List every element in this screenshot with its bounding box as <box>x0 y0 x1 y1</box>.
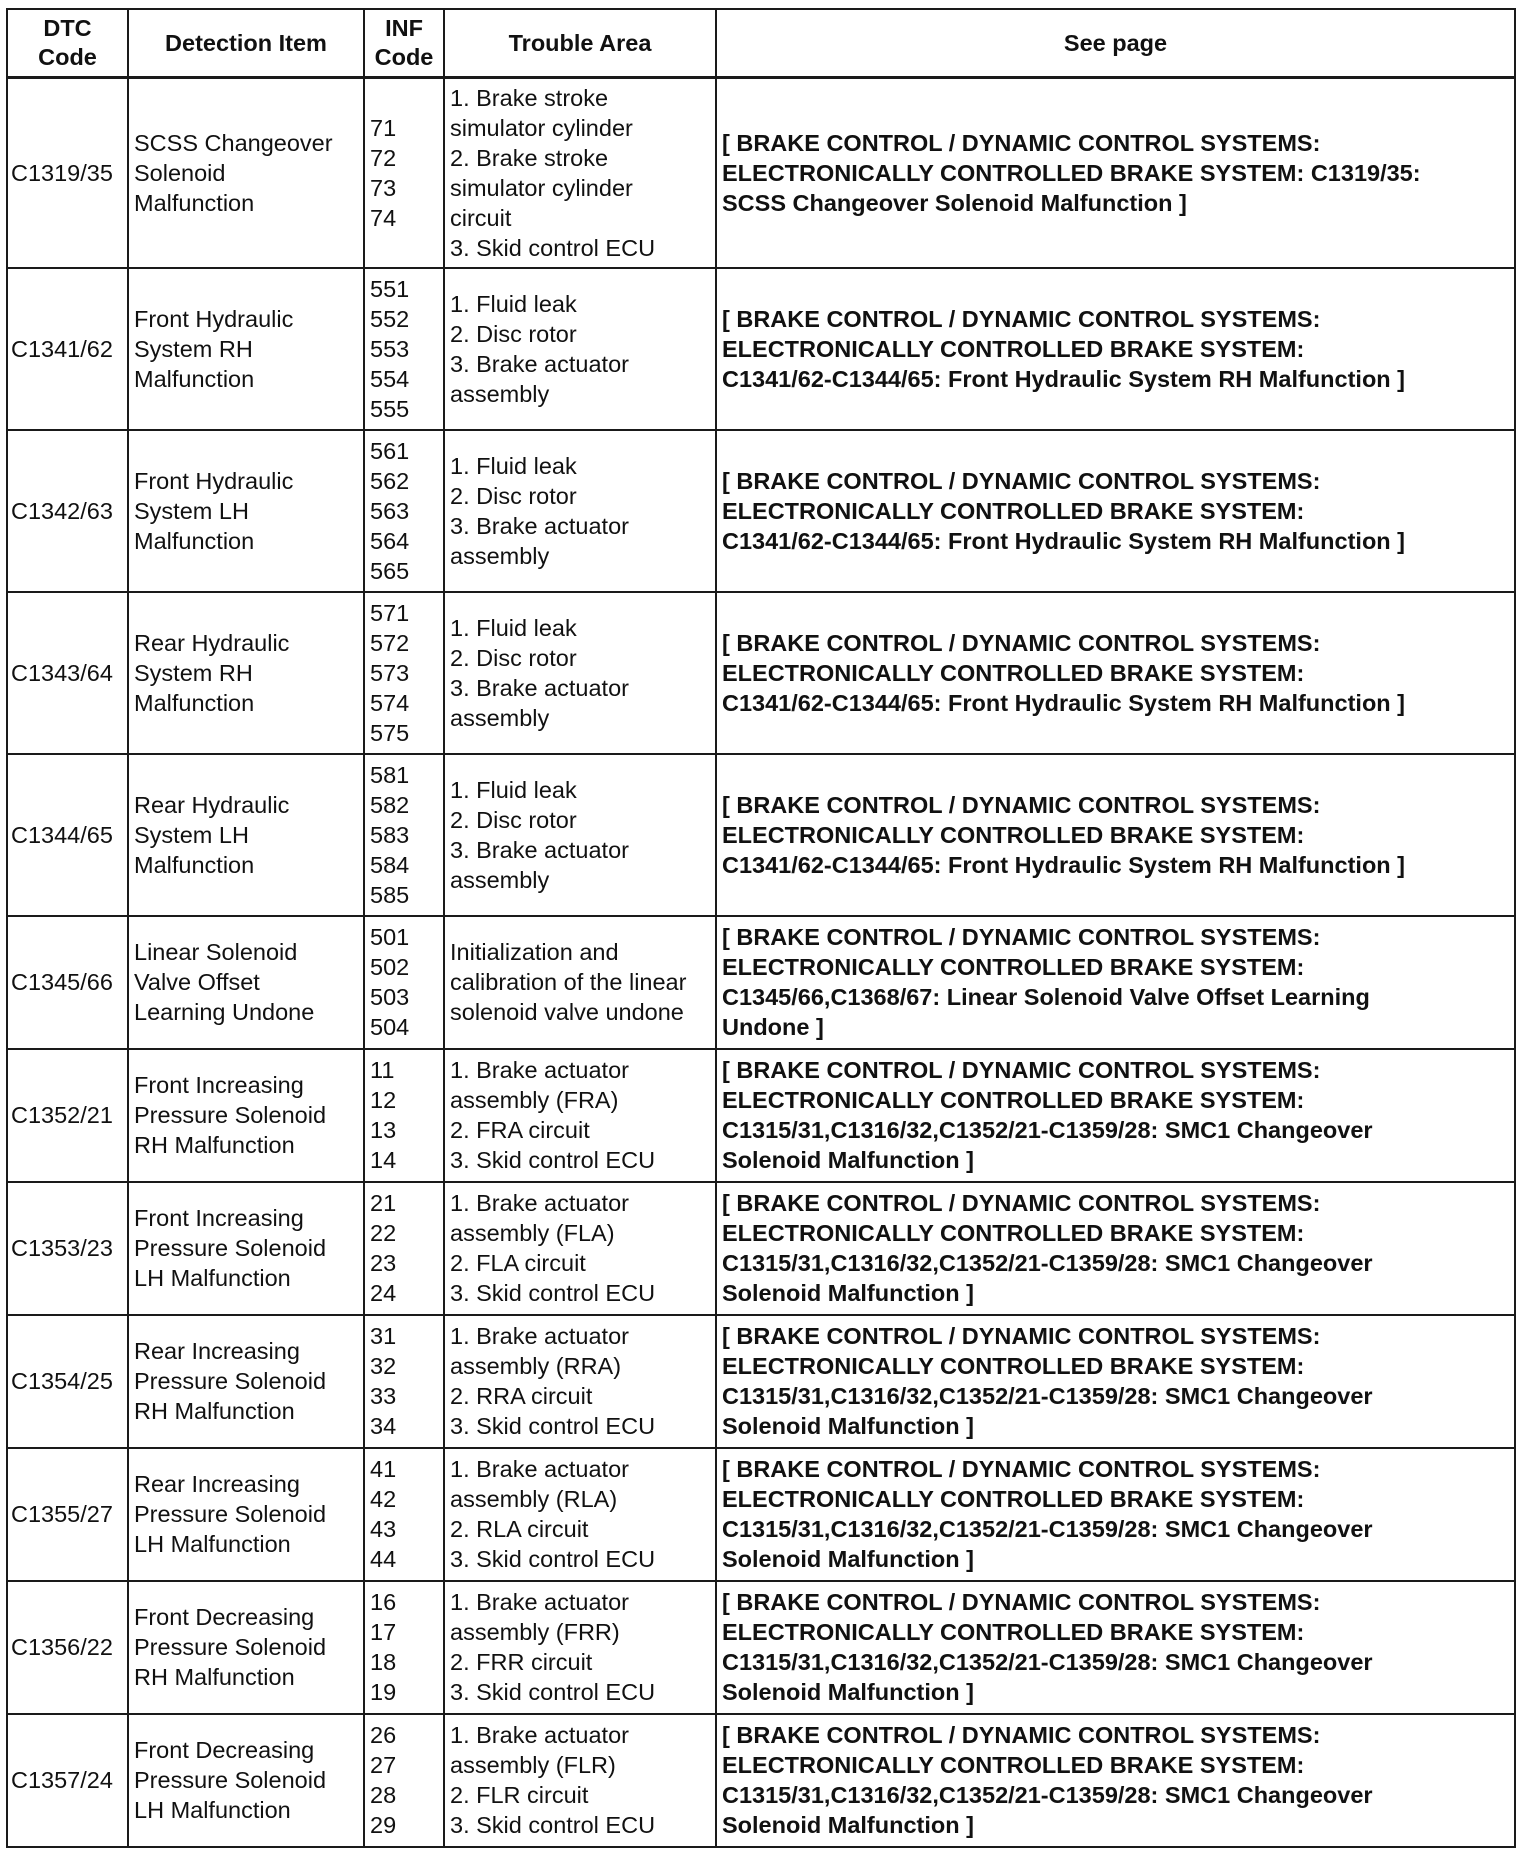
trouble-area-cell-line: 1. Fluid leak <box>450 290 577 317</box>
trouble-area-cell-line: 2. RRA circuit <box>450 1383 593 1409</box>
detection-item-cell <box>128 268 364 430</box>
see-page-cell-line: Solenoid Malfunction ] <box>722 1280 974 1306</box>
inf-code-cell-line: 571 <box>370 599 410 626</box>
dtc-code-cell <box>7 592 128 754</box>
trouble-area-cell <box>444 430 716 592</box>
inf-code-cell-line: 553 <box>370 335 410 362</box>
detection-item-cell-line: Malfunction <box>134 527 255 554</box>
detection-item-cell-line: Front Decreasing <box>134 1737 315 1763</box>
trouble-area-cell-line: 3. Brake actuator <box>450 674 629 701</box>
dtc-code-cell <box>7 1581 128 1714</box>
see-page-cell-line: [ BRAKE CONTROL / DYNAMIC CONTROL SYSTEMS: <box>722 791 1321 818</box>
see-page-cell-line: [ BRAKE CONTROL / DYNAMIC CONTROL SYSTEMS: <box>722 1722 1321 1748</box>
inf-code-cell-line: 562 <box>370 467 410 494</box>
see-page-cell-line: ELECTRONICALLY CONTROLLED BRAKE SYSTEM: <box>722 1220 1305 1246</box>
see-page-cell-line: ELECTRONICALLY CONTROLLED BRAKE SYSTEM: <box>722 335 1305 362</box>
see-page-cell <box>716 1448 1515 1581</box>
dtc-code-value: C1344/65 <box>11 821 113 848</box>
inf-code-cell-line: 551 <box>370 275 410 302</box>
see-page-cell-line: C1315/31,C1316/32,C1352/21-C1359/28: SMC1 Changeover <box>722 1117 1373 1143</box>
trouble-area-cell-line: assembly <box>450 866 550 893</box>
inf-code-cell-line: 22 <box>370 1220 397 1246</box>
detection-item-cell-line: Front Decreasing <box>134 1604 315 1630</box>
inf-code-cell-line: 26 <box>370 1722 397 1748</box>
trouble-area-cell-line: 1. Fluid leak <box>450 776 577 803</box>
see-page-cell-line: C1315/31,C1316/32,C1352/21-C1359/28: SMC1 Changeover <box>722 1250 1373 1276</box>
see-page-cell <box>716 1714 1515 1847</box>
see-page-cell <box>716 916 1515 1049</box>
trouble-area-cell-line: assembly <box>450 542 550 569</box>
see-page-cell-line: SCSS Changeover Solenoid Malfunction ] <box>722 189 1187 216</box>
trouble-area-cell-line: 1. Brake actuator <box>450 1722 629 1748</box>
dtc-code-value: C1355/27 <box>11 1501 113 1527</box>
inf-code-cell-line: 575 <box>370 719 410 746</box>
header-inf-code <box>364 9 444 78</box>
table-row <box>7 916 1515 1049</box>
see-page-cell-line: [ BRAKE CONTROL / DYNAMIC CONTROL SYSTEMS: <box>722 924 1321 950</box>
detection-item-cell-line: Rear Increasing <box>134 1338 300 1364</box>
trouble-area-cell-line: assembly (FLR) <box>450 1752 616 1778</box>
dtc-code-cell <box>7 430 128 592</box>
trouble-area-cell-line: 3. Brake actuator <box>450 350 629 377</box>
detection-item-cell-line: Rear Hydraulic <box>134 629 290 656</box>
trouble-area-cell <box>444 592 716 754</box>
trouble-area-cell-line: 2. RLA circuit <box>450 1516 589 1542</box>
see-page-cell-line: [ BRAKE CONTROL / DYNAMIC CONTROL SYSTEMS: <box>722 129 1321 156</box>
see-page-cell-line: Solenoid Malfunction ] <box>722 1147 974 1173</box>
detection-item-cell-line: Solenoid <box>134 159 226 186</box>
table-row <box>7 754 1515 916</box>
inf-code-cell-line: 72 <box>370 144 397 171</box>
trouble-area-cell-line: 1. Brake stroke <box>450 84 609 111</box>
see-page-cell-line: [ BRAKE CONTROL / DYNAMIC CONTROL SYSTEMS: <box>722 1323 1321 1349</box>
inf-code-cell-line: 11 <box>370 1057 395 1083</box>
detection-item-cell <box>128 430 364 592</box>
detection-item-cell-line: Front Increasing <box>134 1205 304 1231</box>
dtc-code-value: C1354/25 <box>11 1368 113 1394</box>
trouble-area-cell-line: circuit <box>450 204 512 231</box>
inf-code-cell-line: 32 <box>370 1353 397 1379</box>
dtc-code-value: C1356/22 <box>11 1634 113 1660</box>
detection-item-cell-line: Pressure Solenoid <box>134 1368 327 1394</box>
inf-code-cell-line: 555 <box>370 395 410 422</box>
see-page-cell <box>716 1049 1515 1182</box>
header-detection-label: Detection Item <box>165 29 327 56</box>
detection-item-cell-line: Malfunction <box>134 189 255 216</box>
trouble-area-cell-line: 1. Brake actuator <box>450 1589 629 1615</box>
header-dtc-line2: Code <box>38 44 97 70</box>
detection-item-cell-line: RH Malfunction <box>134 1664 295 1690</box>
see-page-cell-line: ELECTRONICALLY CONTROLLED BRAKE SYSTEM: <box>722 1486 1305 1512</box>
detection-item-cell-line: Pressure Solenoid <box>134 1767 327 1793</box>
detection-item-cell-line: RH Malfunction <box>134 1398 295 1424</box>
see-page-cell-line: Solenoid Malfunction ] <box>722 1546 974 1572</box>
inf-code-cell-line: 73 <box>370 174 397 201</box>
table-row <box>7 1315 1515 1448</box>
detection-item-cell-line: LH Malfunction <box>134 1265 291 1291</box>
see-page-cell-line: C1315/31,C1316/32,C1352/21-C1359/28: SMC1 Changeover <box>722 1782 1373 1808</box>
see-page-cell-line: ELECTRONICALLY CONTROLLED BRAKE SYSTEM: <box>722 1087 1305 1113</box>
inf-code-cell <box>364 592 444 754</box>
header-see-label: See page <box>1063 29 1168 56</box>
inf-code-cell-line: 501 <box>370 924 410 950</box>
inf-code-cell-line: 583 <box>370 821 410 848</box>
header-detection-item <box>128 9 364 78</box>
trouble-area-cell-line: assembly (FRR) <box>450 1619 620 1645</box>
inf-code-cell-line: 563 <box>370 497 410 524</box>
trouble-area-cell-line: 2. Disc rotor <box>450 320 577 347</box>
inf-code-cell-line: 584 <box>370 851 410 878</box>
inf-code-cell-line: 13 <box>370 1117 397 1143</box>
table-row <box>7 78 1515 268</box>
detection-item-cell <box>128 1448 364 1581</box>
inf-code-cell <box>364 754 444 916</box>
dtc-table <box>6 8 1516 1848</box>
see-page-cell <box>716 1581 1515 1714</box>
detection-item-cell-line: System RH <box>134 659 253 686</box>
inf-code-cell <box>364 1581 444 1714</box>
inf-code-cell <box>364 1315 444 1448</box>
detection-item-cell-line: Pressure Solenoid <box>134 1501 327 1527</box>
see-page-cell <box>716 268 1515 430</box>
trouble-area-cell-line: assembly (FLA) <box>450 1220 615 1246</box>
see-page-cell-line: [ BRAKE CONTROL / DYNAMIC CONTROL SYSTEMS: <box>722 467 1321 494</box>
table-row <box>7 268 1515 430</box>
inf-code-cell <box>364 1182 444 1315</box>
inf-code-cell-line: 71 <box>370 114 397 141</box>
trouble-area-cell-line: 3. Skid control ECU <box>450 1147 656 1173</box>
detection-item-cell-line: Malfunction <box>134 851 255 878</box>
detection-item-cell-line: SCSS Changeover <box>134 129 333 156</box>
trouble-area-cell-line: 1. Brake actuator <box>450 1323 629 1349</box>
inf-code-cell <box>364 78 444 268</box>
dtc-code-cell <box>7 1049 128 1182</box>
trouble-area-cell-line: 3. Skid control ECU <box>450 1413 656 1439</box>
see-page-cell-line: ELECTRONICALLY CONTROLLED BRAKE SYSTEM: <box>722 1619 1305 1645</box>
detection-item-cell-line: Linear Solenoid <box>134 939 298 965</box>
detection-item-cell-line: RH Malfunction <box>134 1132 295 1158</box>
inf-code-cell-line: 564 <box>370 527 410 554</box>
trouble-area-cell <box>444 1581 716 1714</box>
see-page-cell-line: [ BRAKE CONTROL / DYNAMIC CONTROL SYSTEMS: <box>722 305 1321 332</box>
detection-item-cell <box>128 916 364 1049</box>
detection-item-cell-line: Front Hydraulic <box>134 305 294 332</box>
detection-item-cell <box>128 1581 364 1714</box>
inf-code-cell-line: 19 <box>370 1679 397 1705</box>
trouble-area-cell-line: 1. Fluid leak <box>450 452 577 479</box>
trouble-area-cell-line: 2. Disc rotor <box>450 644 577 671</box>
detection-item-cell-line: Pressure Solenoid <box>134 1235 327 1261</box>
detection-item-cell-line: Rear Hydraulic <box>134 791 290 818</box>
table-row <box>7 1448 1515 1581</box>
see-page-cell <box>716 430 1515 592</box>
trouble-area-cell-line: 3. Skid control ECU <box>450 234 656 261</box>
detection-item-cell-line: Pressure Solenoid <box>134 1634 327 1660</box>
see-page-cell-line: ELECTRONICALLY CONTROLLED BRAKE SYSTEM: C1319/35: <box>722 159 1421 186</box>
inf-code-cell-line: 24 <box>370 1280 397 1306</box>
trouble-area-cell-line: Initialization and <box>450 939 619 965</box>
trouble-area-cell-line: 3. Skid control ECU <box>450 1812 656 1838</box>
see-page-cell-line: C1341/62-C1344/65: Front Hydraulic System RH Malfunction ] <box>722 851 1406 878</box>
dtc-code-value: C1343/64 <box>11 659 113 686</box>
detection-item-cell-line: System LH <box>134 497 249 524</box>
header-inf-line2: Code <box>374 44 434 70</box>
trouble-area-cell-line: 2. Brake stroke <box>450 144 609 171</box>
header-trouble-label: Trouble Area <box>508 29 652 56</box>
trouble-area-cell-line: simulator cylinder <box>450 114 633 141</box>
table-row <box>7 430 1515 592</box>
inf-code-cell-line: 18 <box>370 1649 397 1675</box>
detection-item-cell-line: Malfunction <box>134 365 255 392</box>
detection-item-cell-line: Front Increasing <box>134 1072 304 1098</box>
inf-code-cell-line: 572 <box>370 629 410 656</box>
dtc-code-value: C1357/24 <box>11 1767 113 1793</box>
see-page-cell-line: C1315/31,C1316/32,C1352/21-C1359/28: SMC1 Changeover <box>722 1649 1373 1675</box>
header-dtc-code <box>7 9 128 78</box>
trouble-area-cell <box>444 1049 716 1182</box>
see-page-cell-line: [ BRAKE CONTROL / DYNAMIC CONTROL SYSTEMS: <box>722 1057 1321 1083</box>
detection-item-cell <box>128 592 364 754</box>
trouble-area-cell <box>444 1448 716 1581</box>
see-page-cell-line: C1341/62-C1344/65: Front Hydraulic System RH Malfunction ] <box>722 689 1406 716</box>
table-body <box>7 78 1515 1847</box>
see-page-cell-line: C1315/31,C1316/32,C1352/21-C1359/28: SMC1 Changeover <box>722 1383 1373 1409</box>
inf-code-cell-line: 502 <box>370 954 410 980</box>
inf-code-cell-line: 585 <box>370 881 410 908</box>
detection-item-cell <box>128 1714 364 1847</box>
dtc-code-cell <box>7 754 128 916</box>
dtc-code-value: C1352/21 <box>11 1102 113 1128</box>
trouble-area-cell-line: 1. Brake actuator <box>450 1190 629 1216</box>
inf-code-cell-line: 33 <box>370 1383 397 1409</box>
inf-code-cell-line: 29 <box>370 1812 397 1838</box>
dtc-code-cell <box>7 268 128 430</box>
detection-item-cell <box>128 1049 364 1182</box>
trouble-area-cell-line: assembly <box>450 380 550 407</box>
see-page-cell-line: ELECTRONICALLY CONTROLLED BRAKE SYSTEM: <box>722 821 1305 848</box>
inf-code-cell-line: 23 <box>370 1250 397 1276</box>
see-page-cell-line: ELECTRONICALLY CONTROLLED BRAKE SYSTEM: <box>722 1353 1305 1379</box>
trouble-area-cell-line: 3. Skid control ECU <box>450 1546 656 1572</box>
inf-code-cell-line: 12 <box>370 1087 397 1113</box>
detection-item-cell-line: LH Malfunction <box>134 1797 291 1823</box>
inf-code-cell <box>364 1714 444 1847</box>
see-page-cell-line: C1345/66,C1368/67: Linear Solenoid Valve Offset Learning <box>722 984 1370 1010</box>
trouble-area-cell-line: 1. Brake actuator <box>450 1057 629 1083</box>
detection-item-cell-line: Front Hydraulic <box>134 467 294 494</box>
trouble-area-cell <box>444 78 716 268</box>
see-page-cell-line: Solenoid Malfunction ] <box>722 1413 974 1439</box>
trouble-area-cell-line: 3. Brake actuator <box>450 836 629 863</box>
inf-code-cell <box>364 916 444 1049</box>
see-page-cell <box>716 592 1515 754</box>
inf-code-cell <box>364 268 444 430</box>
dtc-code-cell <box>7 1448 128 1581</box>
trouble-area-cell <box>444 754 716 916</box>
detection-item-cell-line: Malfunction <box>134 689 255 716</box>
trouble-area-cell <box>444 1315 716 1448</box>
see-page-cell <box>716 754 1515 916</box>
dtc-code-value: C1345/66 <box>11 969 113 995</box>
see-page-cell <box>716 1182 1515 1315</box>
inf-code-cell-line: 31 <box>370 1323 397 1349</box>
see-page-cell-line: [ BRAKE CONTROL / DYNAMIC CONTROL SYSTEMS: <box>722 629 1321 656</box>
inf-code-cell-line: 581 <box>370 761 410 788</box>
see-page-cell-line: C1341/62-C1344/65: Front Hydraulic System RH Malfunction ] <box>722 527 1406 554</box>
trouble-area-cell-line: 3. Skid control ECU <box>450 1679 656 1705</box>
dtc-code-cell <box>7 1315 128 1448</box>
trouble-area-cell-line: 1. Fluid leak <box>450 614 577 641</box>
trouble-area-cell-line: assembly (RLA) <box>450 1486 618 1512</box>
dtc-code-cell <box>7 1182 128 1315</box>
inf-code-cell-line: 503 <box>370 984 410 1010</box>
trouble-area-cell-line: 1. Brake actuator <box>450 1456 629 1482</box>
see-page-cell <box>716 1315 1515 1448</box>
inf-code-cell-line: 16 <box>370 1589 397 1615</box>
detection-item-cell-line: Rear Increasing <box>134 1471 300 1497</box>
trouble-area-cell-line: 2. FRA circuit <box>450 1117 590 1143</box>
detection-item-cell-line: Learning Undone <box>134 999 315 1025</box>
dtc-code-cell <box>7 1714 128 1847</box>
dtc-code-cell <box>7 78 128 268</box>
table-row <box>7 1714 1515 1847</box>
trouble-area-cell <box>444 1714 716 1847</box>
table-row <box>7 592 1515 754</box>
table-row <box>7 1182 1515 1315</box>
inf-code-cell-line: 28 <box>370 1782 397 1808</box>
trouble-area-cell-line: 2. Disc rotor <box>450 482 577 509</box>
detection-item-cell-line: System LH <box>134 821 249 848</box>
trouble-area-cell <box>444 1182 716 1315</box>
detection-item-cell <box>128 1315 364 1448</box>
see-page-cell-line: ELECTRONICALLY CONTROLLED BRAKE SYSTEM: <box>722 1752 1305 1778</box>
trouble-area-cell-line: 2. FLA circuit <box>450 1250 586 1276</box>
inf-code-cell-line: 42 <box>370 1486 397 1512</box>
see-page-cell <box>716 78 1515 268</box>
detection-item-cell <box>128 1182 364 1315</box>
inf-code-cell-line: 17 <box>370 1619 397 1645</box>
see-page-cell-line: [ BRAKE CONTROL / DYNAMIC CONTROL SYSTEMS: <box>722 1456 1321 1482</box>
inf-code-cell <box>364 1049 444 1182</box>
trouble-area-cell-line: 2. Disc rotor <box>450 806 577 833</box>
table-row <box>7 1581 1515 1714</box>
inf-code-cell-line: 27 <box>370 1752 397 1778</box>
header-inf-line1: INF <box>385 15 423 41</box>
inf-code-cell-line: 582 <box>370 791 410 818</box>
trouble-area-cell-line: 2. FLR circuit <box>450 1782 589 1808</box>
inf-code-cell-line: 565 <box>370 557 410 584</box>
inf-code-cell <box>364 1448 444 1581</box>
detection-item-cell-line: Pressure Solenoid <box>134 1102 327 1128</box>
see-page-cell-line: [ BRAKE CONTROL / DYNAMIC CONTROL SYSTEMS: <box>722 1190 1321 1216</box>
inf-code-cell-line: 573 <box>370 659 410 686</box>
see-page-cell-line: Undone ] <box>722 1014 824 1040</box>
detection-item-cell-line: LH Malfunction <box>134 1531 291 1557</box>
trouble-area-cell-line: assembly <box>450 704 550 731</box>
detection-item-cell <box>128 78 364 268</box>
table-row <box>7 1049 1515 1182</box>
trouble-area-cell-line: simulator cylinder <box>450 174 633 201</box>
see-page-cell-line: Solenoid Malfunction ] <box>722 1679 974 1705</box>
inf-code-cell-line: 21 <box>370 1190 397 1216</box>
header-row <box>7 9 1515 78</box>
detection-item-cell <box>128 754 364 916</box>
trouble-area-cell <box>444 916 716 1049</box>
see-page-cell-line: [ BRAKE CONTROL / DYNAMIC CONTROL SYSTEMS: <box>722 1589 1321 1615</box>
dtc-code-value: C1353/23 <box>11 1235 113 1261</box>
inf-code-cell-line: 43 <box>370 1516 397 1542</box>
inf-code-cell-line: 34 <box>370 1413 397 1439</box>
see-page-cell-line: ELECTRONICALLY CONTROLLED BRAKE SYSTEM: <box>722 659 1305 686</box>
header-dtc-line1: DTC <box>43 15 92 41</box>
see-page-cell-line: ELECTRONICALLY CONTROLLED BRAKE SYSTEM: <box>722 497 1305 524</box>
dtc-code-value: C1319/35 <box>11 159 113 186</box>
dtc-code-value: C1342/63 <box>11 497 113 524</box>
inf-code-cell-line: 41 <box>370 1456 397 1482</box>
inf-code-cell-line: 14 <box>370 1147 397 1173</box>
inf-code-cell-line: 504 <box>370 1014 410 1040</box>
trouble-area-cell-line: 3. Brake actuator <box>450 512 629 539</box>
trouble-area-cell-line: 3. Skid control ECU <box>450 1280 656 1306</box>
trouble-area-cell <box>444 268 716 430</box>
trouble-area-cell-line: calibration of the linear <box>450 969 687 995</box>
inf-code-cell-line: 554 <box>370 365 410 392</box>
trouble-area-cell-line: assembly (FRA) <box>450 1087 619 1113</box>
see-page-cell-line: C1315/31,C1316/32,C1352/21-C1359/28: SMC1 Changeover <box>722 1516 1373 1542</box>
header-trouble-area <box>444 9 716 78</box>
see-page-cell-line: ELECTRONICALLY CONTROLLED BRAKE SYSTEM: <box>722 954 1305 980</box>
detection-item-cell-line: System RH <box>134 335 253 362</box>
header-see-page <box>716 9 1515 78</box>
trouble-area-cell-line: 2. FRR circuit <box>450 1649 593 1675</box>
inf-code-cell-line: 574 <box>370 689 410 716</box>
trouble-area-cell-line: solenoid valve undone <box>450 999 684 1025</box>
dtc-code-value: C1341/62 <box>11 335 113 362</box>
see-page-cell-line: C1341/62-C1344/65: Front Hydraulic System RH Malfunction ] <box>722 365 1406 392</box>
detection-item-cell-line: Valve Offset <box>134 969 260 995</box>
inf-code-cell-line: 74 <box>370 204 397 231</box>
inf-code-cell-line: 44 <box>370 1546 397 1572</box>
see-page-cell-line: Solenoid Malfunction ] <box>722 1812 974 1838</box>
inf-code-cell-line: 561 <box>370 437 410 464</box>
inf-code-cell-line: 552 <box>370 305 410 332</box>
trouble-area-cell-line: assembly (RRA) <box>450 1353 622 1379</box>
inf-code-cell <box>364 430 444 592</box>
dtc-code-cell <box>7 916 128 1049</box>
